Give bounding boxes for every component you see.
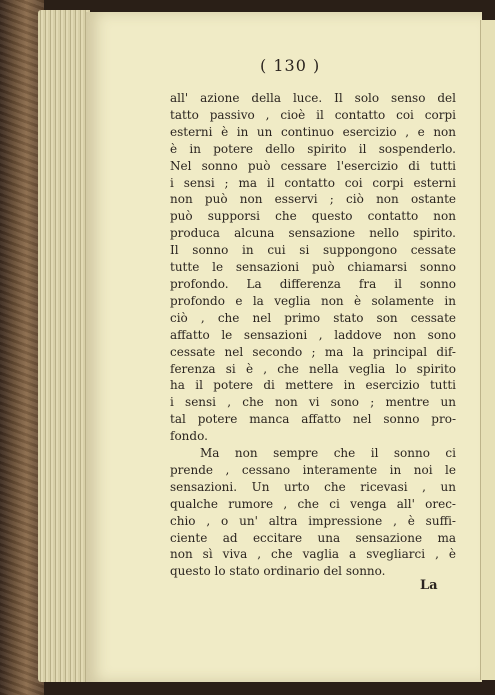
text-line: produca alcuna sensazione nello spirito. <box>170 226 456 241</box>
text-line: è in potere dello spirito il sospenderlo. <box>170 141 456 156</box>
text-line: sensazioni. Un urto che ricevasi , un <box>170 479 456 494</box>
text-line: ciò , che nel primo stato son cessate <box>170 310 456 325</box>
text-line: ciente ad eccitare una sensazione ma <box>170 530 456 545</box>
paragraph-2 <box>170 445 456 580</box>
next-page-edge <box>480 20 495 680</box>
text-line: chio , o un' altra impressione , è suffi- <box>170 513 456 528</box>
text-line: qualche rumore , che ci venga all' orec- <box>170 496 456 511</box>
text-line: profondo. La differenza fra il sonno <box>170 276 456 291</box>
paragraph-1 <box>170 90 456 445</box>
text-line: può supporsi che questo contatto non <box>170 209 456 224</box>
text-line: Nel sonno può cessare l'esercizio di tutti <box>170 158 456 173</box>
text-line: all' azione della luce. Il solo senso del <box>170 91 456 105</box>
text-line: affatto le sensazioni , laddove non sono <box>170 327 456 342</box>
text-line: fondo. <box>170 429 208 444</box>
text-line: tutte le sensazioni può chiamarsi sonno <box>170 260 456 275</box>
text-line: i sensi ; ma il contatto coi corpi esterni <box>170 175 456 190</box>
text-line: tatto passivo , cioè il contatto coi corpi <box>170 107 456 122</box>
text-line: ha il potere di mettere in esercizio tutti <box>170 378 456 393</box>
text-line: cessate nel secondo ; ma la principal dif- <box>170 344 456 359</box>
text-line: questo lo stato ordinario del sonno. <box>170 564 386 579</box>
catchword: La <box>420 578 438 593</box>
page-number: ( 130 ) <box>260 56 321 75</box>
body-text <box>170 90 456 580</box>
text-line: prende , cessano interamente in noi le <box>170 462 456 477</box>
text-line: i sensi , che non vi sono ; mentre un <box>170 395 456 410</box>
text-line: Il sonno in cui si suppongono cessate <box>170 243 456 258</box>
text-line: ferenza si è , che nella veglia lo spirito <box>170 361 456 376</box>
text-line: Ma non sempre che il sonno ci <box>200 446 456 461</box>
page-edges <box>38 10 90 682</box>
text-line: non sì viva , che vaglia a svegliarci , è <box>170 547 456 562</box>
text-line: non può non esservi ; ciò non ostante <box>170 192 456 207</box>
text-line: profondo e la veglia non è solamente in <box>170 293 456 308</box>
text-line: esterni è in un continuo esercizio , e non <box>170 124 456 139</box>
text-line: tal potere manca affatto nel sonno pro- <box>170 412 456 427</box>
